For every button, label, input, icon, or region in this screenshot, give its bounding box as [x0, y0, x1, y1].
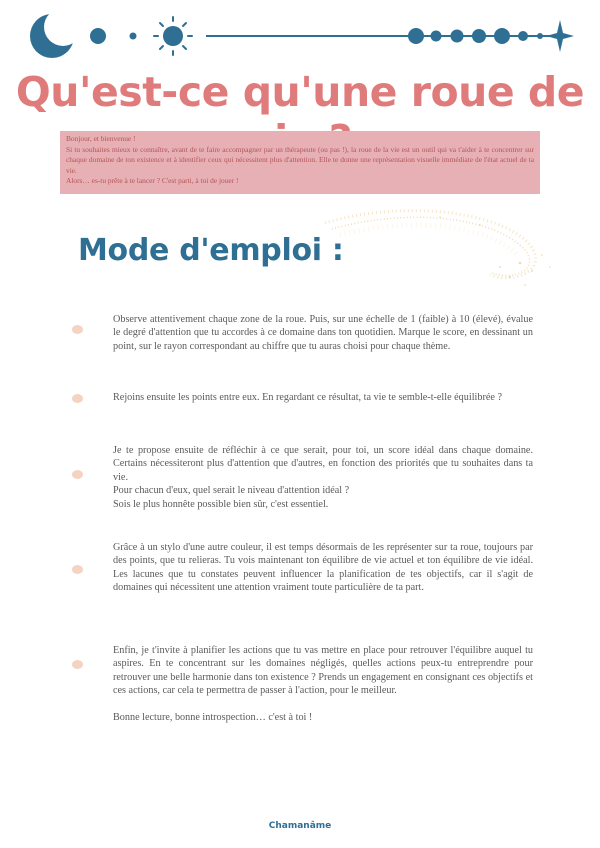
step-5-text: Enfin, je t'invite à planifier les actions que tu vas mettre en place pour retrouver l'équilibre auquel tu aspires. En te concentrant sur les domaines négligés, quelles actions peux-tu entreprendre pour retrouver une belle harmonie dans ton existence ? Prends un engagement en consignant ces objectifs et ces actions, car cela te permettra de passer à l'action, pour le meilleur.: [113, 645, 533, 697]
sparkle-star-icon: [546, 20, 574, 52]
instruction-step-3: [113, 444, 533, 511]
bullet-dot: [72, 470, 83, 479]
intro-body: Si tu souhaites mieux te connaître, avant de te faire accompagner par un thérapeute (ou pas !), la roue de la vie est un outil qui va t'aider à te concentrer sur chaque domaine de ton existence et à identifier ceux qui nécessitent plus d'attention. Elle te donne une représentation visuelle immédiate de l'état actuel de ta vie.: [66, 144, 534, 175]
step-2-text: Rejoins ensuite les points entre eux. En regardant ce résultat, ta vie te semble-t-elle équilibrée ?: [113, 392, 502, 403]
step-3-question: Pour chacun d'eux, quel serait le niveau d'attention idéal ?: [113, 485, 350, 497]
step-3-text: Je te propose ensuite de réfléchir à ce que serait, pour toi, un score idéal dans chaque domaine. Certains nécessiteront plus d'attention que d'autres, en fonction des priorités que tu souhaites dans ta vie.: [113, 445, 533, 483]
step-4-text: Grâce à un stylo d'une autre couleur, il est temps désormais de les représenter sur ta roue, toujours par des points, que tu relieras. Tu vois maintenant ton équilibre de vie actuel et ton équilibre de vie idéal. Les lacunes que tu constates peuvent influencer la planification de tes objectifs, car il s'agit de domaines qui nécessitent une attention vraiment toute particulière de ta part.: [113, 542, 533, 594]
instruction-step-2: [113, 391, 533, 404]
small-dot-icon: [130, 33, 137, 40]
sun-icon: [154, 17, 192, 55]
footer-brand: Chamanâme: [268, 821, 332, 831]
gold-sparkle-swirl-decoration: [320, 205, 560, 300]
intro-box: [60, 131, 540, 194]
step-3-note: Sois le plus honnête possible bien sûr, c'est essentiel.: [113, 498, 329, 510]
bullet-dot: [72, 565, 83, 574]
instruction-step-4: [113, 541, 533, 595]
bullet-dot: [72, 325, 83, 334]
intro-greeting: Bonjour, et bienvenue !: [66, 134, 136, 143]
instruction-step-5: [113, 644, 533, 724]
moon-dot-icon: [90, 28, 106, 44]
step-5-closing: Bonne lecture, bonne introspection… c'est à toi !: [113, 711, 313, 723]
instruction-step-1: [113, 313, 533, 353]
page-title: Qu'est-ce qu'une roue de: [15, 68, 585, 116]
step-5-spacer: [113, 698, 533, 711]
step-1-text: Observe attentivement chaque zone de la roue. Puis, sur une échelle de 1 (faible) à 10 (élevé), évalue le degré d'attention que tu accordes à ce domaine dans ton quotidien. Marque le score, en dessinant un point, sur le rayon correspondant au chiffre que tu auras choisi pour chaque thème.: [113, 314, 533, 352]
celestial-header-decoration: [0, 0, 600, 70]
section-title: Mode d'emploi :: [78, 233, 344, 268]
bullet-dot: [72, 394, 83, 403]
bullet-dot: [72, 660, 83, 669]
crescent-moon-icon: [30, 8, 82, 58]
intro-call-to-action: Alors… es-tu prête à te lancer ? C'est parti, à toi de jouer !: [66, 176, 239, 186]
